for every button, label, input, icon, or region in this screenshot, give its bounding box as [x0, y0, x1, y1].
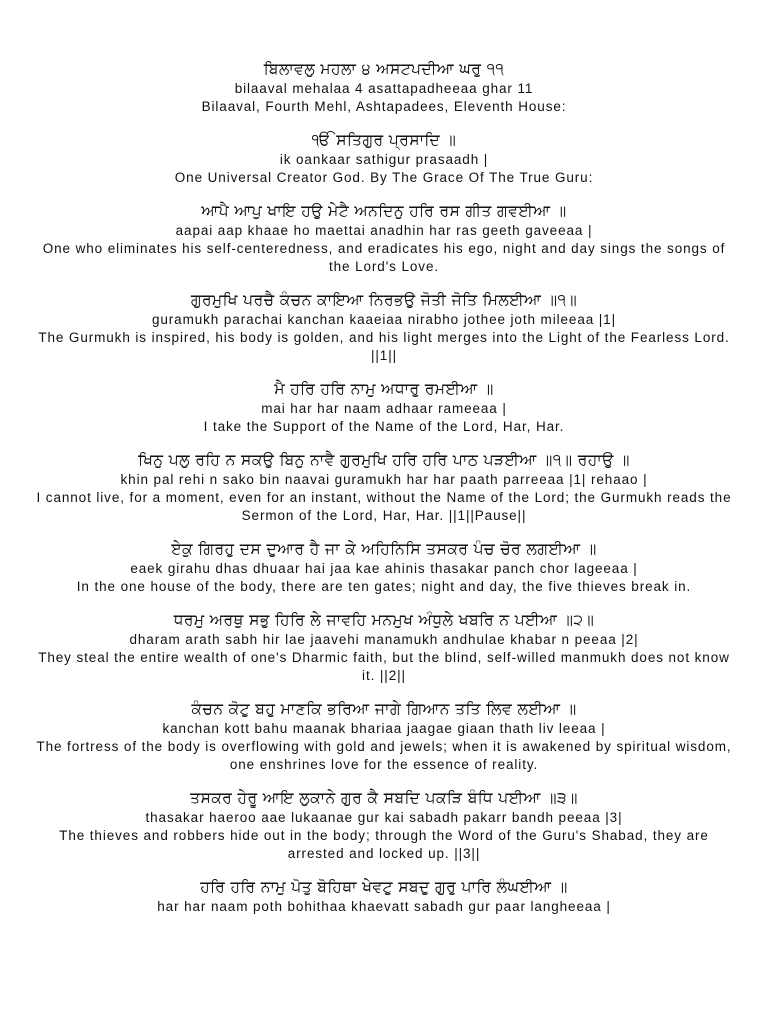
translation-line: The fortress of the body is overflowing with gold and jewels; when it is awakened by spiritual wisdom, one enshrines love for the essence of reality.	[36, 739, 732, 772]
verse-block	[0, 129, 768, 187]
transliteration-line: ik oankaar sathigur prasaadh |	[279, 152, 489, 167]
gurmukhi-line: ਕੰਚਨ ਕੋਟੁ ਬਹੁ ਮਾਣਕਿ ਭਰਿਆ ਜਾਗੇ ਗਿਆਨ ਤਤਿ ਲਿਵ ਲਈਆ ॥	[191, 700, 577, 718]
transliteration-line: dharam arath sabh hir lae jaavehi manamukh andhulae khabar n peeaa |2|	[129, 632, 639, 647]
translation-line: I take the Support of the Name of the Lord, Har, Har.	[203, 419, 565, 434]
document-page	[0, 58, 768, 929]
transliteration-line: khin pal rehi n sako bin naavai guramukh har har paath parreeaa |1| rehaao |	[120, 472, 648, 487]
verse-block	[0, 378, 768, 436]
transliteration-line: kanchan kott bahu maanak bhariaa jaagae giaan thath liv leeaa |	[162, 721, 606, 736]
translation-line: The thieves and robbers hide out in the body; through the Word of the Guru's Shabad, they are arrested and locked up. ||3||	[59, 828, 709, 861]
verse-block	[0, 449, 768, 525]
translation-line: I cannot live, for a moment, even for an instant, without the Name of the Lord; the Gurmukh reads the Sermon of the Lord, Har, Har. ||1||Pause||	[36, 490, 732, 523]
verse-block	[0, 698, 768, 774]
translation-line: The Gurmukh is inspired, his body is golden, and his light merges into the Light of the Fearless Lord. ||1||	[38, 330, 730, 363]
gurmukhi-line: ਖਿਨੁ ਪਲੁ ਰਹਿ ਨ ਸਕਉ ਬਿਨੁ ਨਾਵੈ ਗੁਰਮੁਖਿ ਹਰਿ ਹਰਿ ਪਾਠ ਪੜਈਆ ॥੧॥ ਰਹਾਉ ॥	[138, 451, 630, 469]
verse-block	[0, 876, 768, 916]
gurmukhi-line: ਤਸਕਰ ਹੇਰੂ ਆਇ ਲੁਕਾਨੇ ਗੁਰ ਕੈ ਸਬਦਿ ਪਕੜਿ ਬੰਧਿ ਪਈਆ ॥੩॥	[190, 789, 578, 807]
verse-block	[0, 538, 768, 596]
transliteration-line: thasakar haeroo aae lukaanae gur kai sabadh pakarr bandh peeaa |3|	[145, 810, 623, 825]
translation-line: One who eliminates his self-centeredness, and eradicates his ego, night and day sings the songs of the Lord's Love.	[42, 241, 726, 274]
gurmukhi-line: ਧਰਮੁ ਅਰਥੁ ਸਭੁ ਹਿਰਿ ਲੇ ਜਾਵਹਿ ਮਨਮੁਖ ਅੰਧੁਲੇ ਖਬਰਿ ਨ ਪਈਆ ॥੨॥	[173, 611, 595, 629]
verse-block	[0, 289, 768, 365]
transliteration-line: mai har har naam adhaar rameeaa |	[261, 401, 507, 416]
transliteration-line: aapai aap khaae ho maettai anadhin har ras geeth gaveeaa |	[175, 223, 593, 238]
translation-line: They steal the entire wealth of one's Dharmic faith, but the blind, self-willed manmukh does not know it. ||2||	[38, 650, 730, 683]
translation-line: One Universal Creator God. By The Grace Of The True Guru:	[174, 170, 594, 185]
verse-block	[0, 200, 768, 276]
transliteration-line: eaek girahu dhas dhuaar hai jaa kae ahinis thasakar panch chor lageeaa |	[130, 561, 638, 576]
gurmukhi-line: ਬਿਲਾਵਲੁ ਮਹਲਾ ੪ ਅਸਟਪਦੀਆ ਘਰੁ ੧੧	[263, 60, 505, 78]
translation-line: In the one house of the body, there are ten gates; night and day, the five thieves break in.	[76, 579, 692, 594]
transliteration-line: guramukh parachai kanchan kaaeiaa nirabho jothee joth mileeaa |1|	[151, 312, 617, 327]
gurmukhi-line: ਗੁਰਮੁਖਿ ਪਰਚੈ ਕੰਚਨ ਕਾਇਆ ਨਿਰਭਉ ਜੋਤੀ ਜੋਤਿ ਮਿਲਈਆ ॥੧॥	[190, 291, 578, 309]
verse-block	[0, 787, 768, 863]
transliteration-line: har har naam poth bohithaa khaevatt sabadh gur paar langheeaa |	[157, 899, 611, 914]
gurmukhi-line: ਆਪੈ ਆਪੁ ਖਾਇ ਹਉ ਮੇਟੈ ਅਨਦਿਨੁ ਹਰਿ ਰਸ ਗੀਤ ਗਵਈਆ ॥	[201, 202, 567, 220]
gurmukhi-line: ਹਰਿ ਹਰਿ ਨਾਮੁ ਪੋਤੁ ਬੋਹਿਥਾ ਖੇਵਟੁ ਸਬਦੁ ਗੁਰੁ ਪਾਰਿ ਲੰਘਈਆ ॥	[200, 878, 568, 896]
verse-block	[0, 58, 768, 116]
transliteration-line: bilaaval mehalaa 4 asattapadheeaa ghar 11	[234, 81, 534, 96]
gurmukhi-line: ੴ ਸਤਿਗੁਰ ਪ੍ਰਸਾਦਿ ॥	[311, 131, 457, 149]
gurmukhi-line: ਏਕੁ ਗਿਰਹੁ ਦਸ ਦੁਆਰ ਹੈ ਜਾ ਕੇ ਅਹਿਨਿਸਿ ਤਸਕਰ ਪੰਚ ਚੋਰ ਲਗਈਆ ॥	[171, 540, 597, 558]
gurmukhi-line: ਮੈ ਹਰਿ ਹਰਿ ਨਾਮੁ ਅਧਾਰੁ ਰਮਈਆ ॥	[274, 380, 494, 398]
translation-line: Bilaaval, Fourth Mehl, Ashtapadees, Eleventh House:	[201, 99, 567, 114]
verse-block	[0, 609, 768, 685]
